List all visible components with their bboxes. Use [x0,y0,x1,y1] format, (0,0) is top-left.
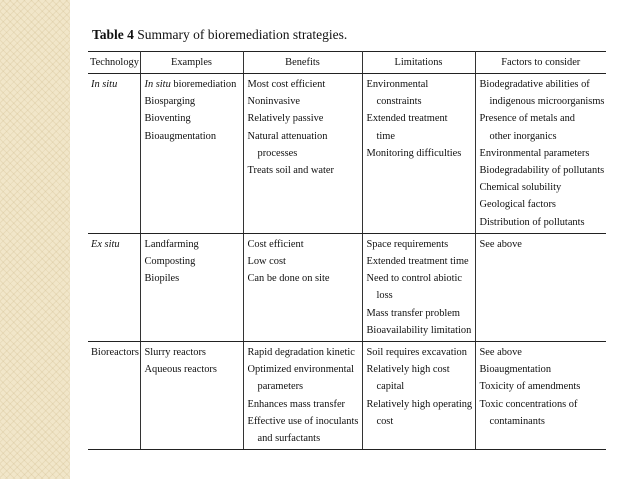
limitation-item: Monitoring difficulties [366,147,462,159]
example-item: Landfarming [144,238,199,250]
benefits-cell [243,74,362,234]
limitation-item: Environmental [366,79,429,90]
technology-label: Bioreactors [91,347,139,359]
benefit-item: parameters [257,381,304,393]
limitation-item: Space requirements [366,238,449,250]
technology-label: In situ [91,79,118,90]
examples-cell [140,233,243,341]
factor-item: Geological factors [479,199,556,211]
benefit-item: processes [257,147,298,159]
limitation-item: time [376,130,395,142]
benefit-item: Natural attenuation [247,130,328,142]
table-row [88,342,606,450]
benefit-item: Noninvasive [247,96,301,108]
example-item: Biosparging [144,96,196,108]
factors-cell [475,233,606,341]
header-examples: Examples [140,52,243,74]
factor-item: Bioaugmentation [479,364,552,376]
benefits-cell [243,233,362,341]
example-item: Biopiles [144,273,180,285]
table-row [88,74,606,234]
limitation-item: Relatively high operating [366,398,473,410]
benefit-item: and surfactants [257,433,321,445]
benefits-cell [243,342,362,450]
factors-cell [475,342,606,450]
limitation-item: Bioavailability limitation [366,324,472,336]
header-technology: Technology [88,52,140,74]
factor-item: indigenous microorganisms [489,96,605,108]
example-item: Bioventing [144,113,191,125]
limitation-item: cost [376,415,394,427]
limitation-item: capital [376,381,405,393]
header-factors: Factors to consider [475,52,606,74]
factor-item: See above [479,347,522,359]
factor-item: Distribution of pollutants [479,216,585,228]
table-number: Table 4 [92,27,134,42]
examples-cell [140,342,243,450]
example-item: Slurry reactors [144,347,206,359]
example-item: Bioaugmentation [144,130,217,142]
limitation-item: Extended treatment [366,113,448,125]
limitation-item: Relatively high cost [366,364,450,376]
factor-item: contaminants [489,415,545,427]
factor-item: other inorganics [489,130,557,142]
limitation-item: Extended treatment time [366,256,469,268]
factor-item: Environmental parameters [479,147,590,159]
limitation-item: Soil requires excavation [366,347,467,359]
benefit-item: Cost efficient [247,238,304,250]
benefit-item: Relatively passive [247,113,324,125]
summary-table [88,51,606,450]
limitation-item: Mass transfer problem [366,307,460,319]
benefit-item: Effective use of inoculants [247,415,359,427]
technology-cell [88,342,140,450]
examples-cell [140,74,243,234]
limitation-item: Need to control abiotic [366,273,463,285]
header-benefits: Benefits [243,52,362,74]
limitation-item: constraints [376,96,422,108]
example-item: Composting [144,256,196,268]
header-limitations: Limitations [362,52,475,74]
decorative-side-strip [0,0,70,479]
benefit-item: Can be done on site [247,273,330,285]
limitation-item: loss [376,290,393,302]
technology-cell [88,74,140,234]
factor-item: Toxicity of amendments [479,381,581,393]
benefit-item: Most cost efficient [247,79,326,90]
table-row [88,233,606,341]
factor-item: Toxic concentrations of [479,398,578,410]
benefit-item: Treats soil and water [247,165,334,177]
example-item: Aqueous reactors [144,364,217,376]
limitations-cell [362,74,475,234]
benefit-item: Low cost [247,256,286,268]
limitations-cell [362,233,475,341]
table-caption [92,27,347,43]
limitations-cell [362,342,475,450]
header-row [88,52,606,74]
factor-item: Biodegradative abilities of [479,79,590,90]
table-title: Summary of bioremediation strategies. [133,27,348,42]
example-item: In situ bioremediation [144,79,237,90]
factor-item: Presence of metals and [479,113,575,125]
benefit-item: Enhances mass transfer [247,398,346,410]
benefit-item: Rapid degradation kinetic [247,347,355,359]
technology-label: Ex situ [91,238,120,250]
factor-item: Biodegradability of pollutants [479,165,605,177]
factor-item: Chemical solubility [479,182,562,194]
factor-item: See above [479,238,522,250]
factors-cell [475,74,606,234]
technology-cell [88,233,140,341]
benefit-item: Optimized environmental [247,364,354,376]
